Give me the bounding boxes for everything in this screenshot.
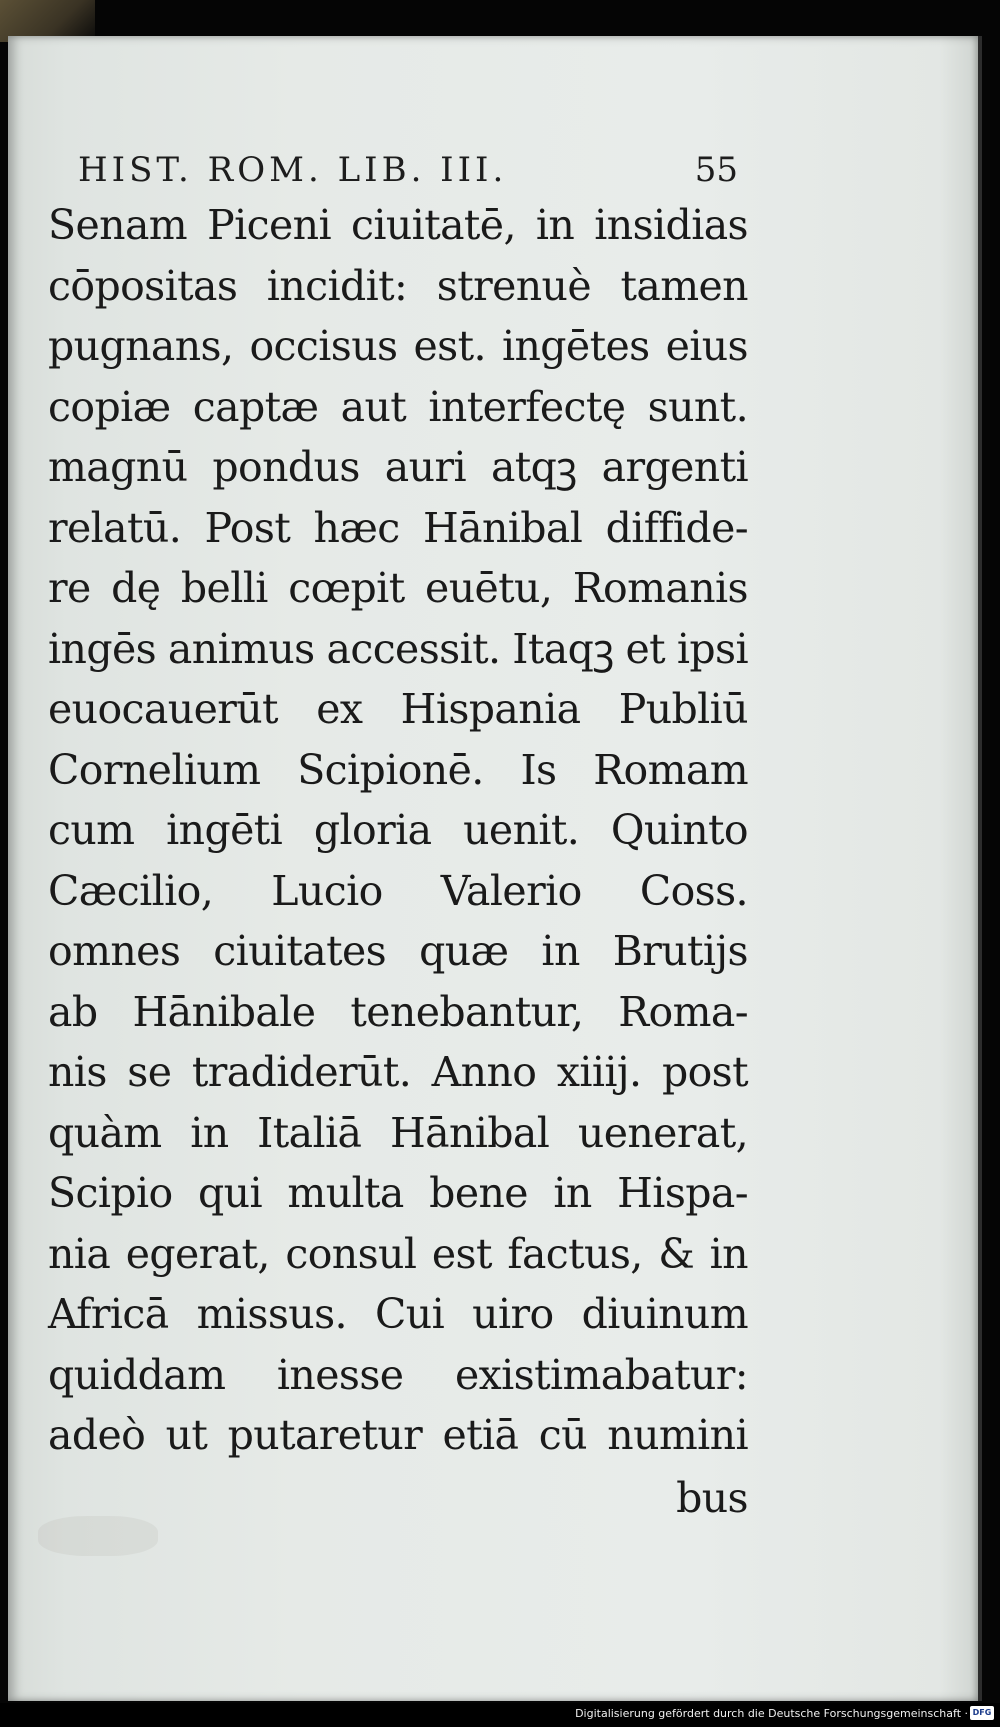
text-line: nis se tradiderūt. Anno xiiij. post xyxy=(48,1048,748,1096)
text-line: quiddam inesse existimabatur: xyxy=(48,1350,748,1399)
text-line: quàm in Italiā Hānibal uenerat, xyxy=(48,1108,748,1157)
text-line: euocauerūt ex Hispania Publiū xyxy=(48,685,748,733)
text-line: ab Hānibale tenebantur, Roma- xyxy=(48,987,748,1036)
text-line: Africā missus. Cui uiro diuinum xyxy=(48,1290,748,1338)
text-line: Cornelium Scipionē. Is Romam xyxy=(48,745,748,794)
page-number: 55 xyxy=(694,150,738,190)
catchword: bus xyxy=(676,1473,748,1522)
text-line: re dę belli cœpit euētu, Romanis xyxy=(48,564,748,612)
running-head xyxy=(78,150,738,190)
text-line: magnū pondus auri atqꝫ argenti xyxy=(48,443,748,491)
digitization-credit: Digitalisierung gefördert durch die Deutsche Forschungsgemeinschaft · xyxy=(575,1707,968,1720)
body-text xyxy=(48,195,748,1528)
running-head-title: HIST. ROM. LIB. III. xyxy=(78,150,508,190)
text-line: relatū. Post hæc Hānibal diffide- xyxy=(48,503,748,552)
text-line: copiæ captæ aut interfectę sunt. xyxy=(48,382,748,431)
text-line: adeò ut putaretur etiā cū numini xyxy=(48,1411,748,1459)
text-line: Scipio qui multa bene in Hispa- xyxy=(48,1169,748,1217)
text-line: nia egerat, consul est factus, & in xyxy=(48,1229,748,1278)
text-line: omnes ciuitates quæ in Brutijs xyxy=(48,927,748,975)
text-line: pugnans, occisus est. ingētes eius xyxy=(48,322,748,370)
text-line: cōpositas incidit: strenuè tamen xyxy=(48,261,748,310)
text-line: cum ingēti gloria uenit. Quinto xyxy=(48,806,748,854)
text-line: ingēs animus accessit. Itaqꝫ et ipsi xyxy=(48,624,748,673)
text-line: Senam Piceni ciuitatē, in insidias xyxy=(48,201,748,249)
text-line: Cæcilio, Lucio Valerio Coss. xyxy=(48,866,748,915)
dfg-logo-icon: DFG xyxy=(970,1706,994,1720)
